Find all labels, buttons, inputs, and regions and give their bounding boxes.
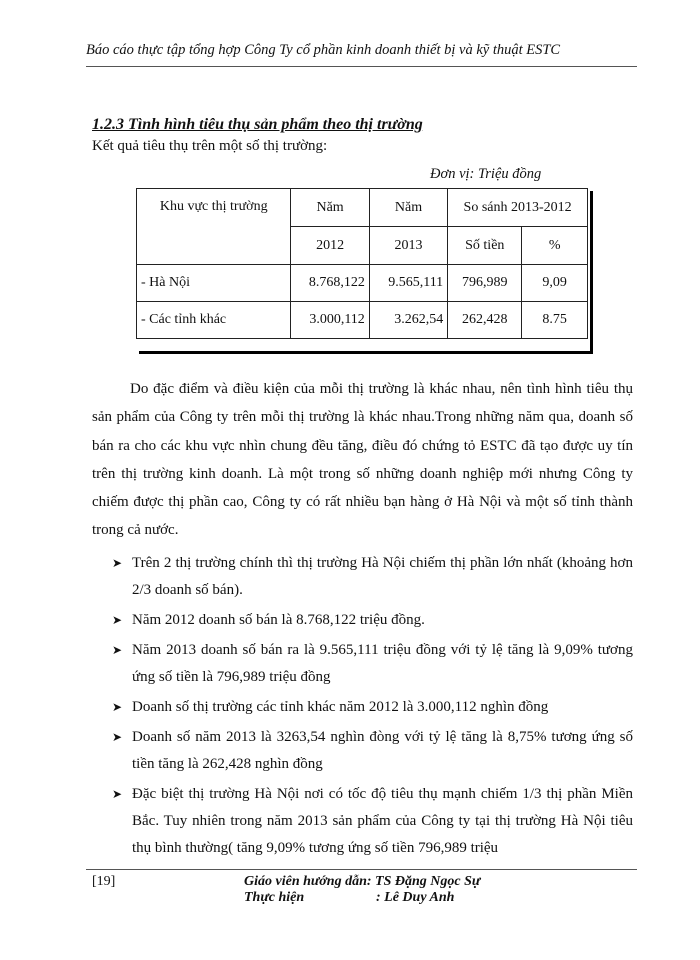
table-row <box>137 302 588 339</box>
list-item <box>92 550 633 604</box>
table-shadow-right <box>590 191 593 354</box>
arrow-bullet-icon: ➤ <box>112 787 123 801</box>
header-year2: 2013 <box>369 227 447 265</box>
footer-credits <box>244 874 480 906</box>
footer-divider <box>86 869 637 870</box>
header-amount: Số tiền <box>448 227 522 265</box>
cell-percent: 8.75 <box>522 302 588 339</box>
cell-amount: 796,989 <box>448 265 522 302</box>
cell-region: - Hà Nội <box>137 265 291 302</box>
table-shadow-bottom <box>139 351 593 354</box>
arrow-bullet-icon: ➤ <box>112 556 123 570</box>
section-title: 1.2.3 Tình hình tiêu thụ sản phẩm theo thị trường <box>92 116 423 133</box>
page-header: Báo cáo thực tập tổng hợp Công Ty cổ phần kinh doanh thiết bị và kỹ thuật ESTC <box>86 42 561 58</box>
arrow-bullet-icon: ➤ <box>112 613 123 627</box>
supervisor-name: : TS Đặng Ngọc Sự <box>366 874 481 889</box>
header-year1: 2012 <box>291 227 369 265</box>
arrow-bullet-icon: ➤ <box>112 730 123 744</box>
cell-2013: 9.565,111 <box>369 265 447 302</box>
arrow-bullet-icon: ➤ <box>112 700 123 714</box>
bullet-list <box>92 550 633 865</box>
footer-supervisor <box>244 874 480 890</box>
list-item-text: Doanh số năm 2013 là 3263,54 nghìn đòng với tỷ lệ tăng là 8,75% tương ứng số tiền tăng là 262,428 nghìn đồng <box>132 729 633 772</box>
body-paragraph: Do đặc điểm và điều kiện của mỗi thị trường là khác nhau, nên tình hình tiêu thụ sản phẩm của Công ty trên mỗi thị trường là khác nhau.Trong những năm qua, doanh số bán ra cho các khu vực nhìn chung đều tăng, điều đó chứng tỏ ESTC đã tạo được uy tín trên thị trường kinh doanh. Là một trong số những doanh nghiệp mới nhưng Công ty chiếm được thị phần cao, Công ty có rất nhiều bạn hàng ở Hà Nội và một số tỉnh thành trong cả nước. <box>92 381 633 539</box>
header-divider <box>86 66 637 67</box>
unit-label: Đơn vị: Triệu đồng <box>430 166 542 182</box>
footer-author <box>244 890 480 906</box>
intro-text: Kết quả tiêu thụ trên một số thị trường: <box>92 138 328 154</box>
list-item-text: Năm 2013 doanh số bán ra là 9.565,111 triệu đồng với tỷ lệ tăng là 9,09% tương ứng số tiền là 796,989 triệu đồng <box>132 642 633 685</box>
cell-2012: 3.000,112 <box>291 302 369 339</box>
list-item-text: Doanh số thị trường các tỉnh khác năm 2012 là 3.000,112 nghìn đồng <box>132 699 549 715</box>
list-item <box>92 781 633 862</box>
author-name: : Lê Duy Anh <box>376 890 455 905</box>
header-region: Khu vực thị trường <box>137 189 291 265</box>
header-compare: So sánh 2013-2012 <box>448 189 588 227</box>
cell-region: - Các tỉnh khác <box>137 302 291 339</box>
list-item-text: Năm 2012 doanh số bán là 8.768,122 triệu đồng. <box>132 612 425 628</box>
list-item <box>92 607 633 634</box>
header-percent: % <box>522 227 588 265</box>
market-sales-table <box>136 188 588 339</box>
table-header-row <box>137 189 588 227</box>
author-label: Thực hiện <box>244 890 305 905</box>
header-year2-label: Năm <box>369 189 447 227</box>
cell-amount: 262,428 <box>448 302 522 339</box>
page-number: [19] <box>92 874 116 889</box>
table-row <box>137 265 588 302</box>
arrow-bullet-icon: ➤ <box>112 643 123 657</box>
cell-2013: 3.262,54 <box>369 302 447 339</box>
list-item-text: Trên 2 thị trường chính thì thị trường Hà Nội chiếm thị phần lớn nhất (khoảng hơn 2/3 doanh số bán). <box>132 555 633 598</box>
cell-percent: 9,09 <box>522 265 588 302</box>
list-item <box>92 724 633 778</box>
supervisor-label: Giáo viên hướng dẫn <box>244 874 367 889</box>
header-year1-label: Năm <box>291 189 369 227</box>
cell-2012: 8.768,122 <box>291 265 369 302</box>
list-item-text: Đặc biệt thị trường Hà Nội nơi có tốc độ tiêu thụ mạnh chiếm 1/3 thị phần Miền Bắc. Tuy nhiên trong năm 2013 sản phẩm của Công ty tại thị trường Hà Nội tiêu thụ bình thường( tăng 9,09% tương ứng số tiền 796,989 triệu <box>132 786 633 856</box>
list-item <box>92 694 633 721</box>
list-item <box>92 637 633 691</box>
